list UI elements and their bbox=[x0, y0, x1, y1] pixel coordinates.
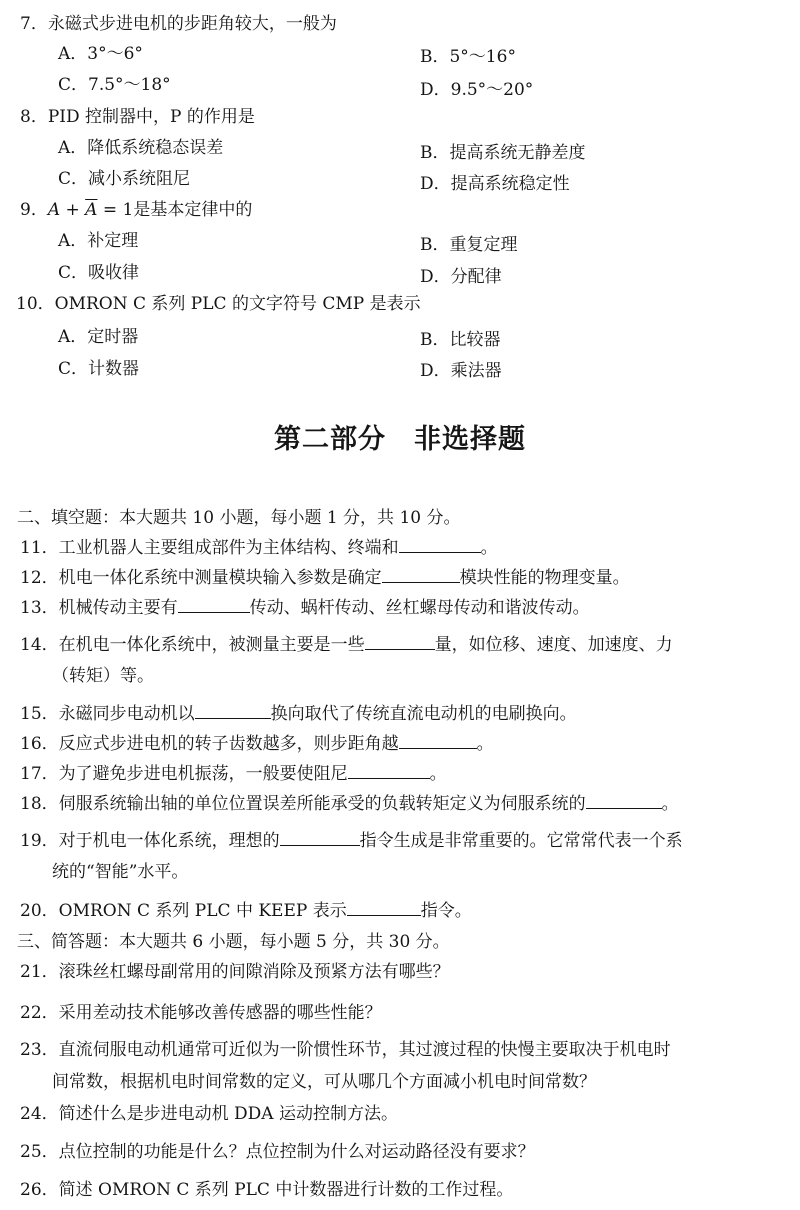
q10-option-a: A．定时器 bbox=[58, 327, 139, 347]
q17-end: 。 bbox=[429, 764, 447, 784]
q17-text: 17．为了避免步进电机振荡，一般要使阻尼 bbox=[20, 764, 348, 784]
q11-blank bbox=[399, 537, 481, 553]
q12 bbox=[20, 567, 630, 588]
q9-var-a-bar: $\overline{A}$ bbox=[85, 200, 98, 220]
q9-text: 是基本定律中的 bbox=[133, 200, 253, 220]
q17-blank bbox=[348, 763, 430, 779]
q14-blank bbox=[365, 634, 435, 650]
q14-text: 14．在机电一体化系统中，被测量主要是一些 bbox=[20, 635, 365, 655]
q15-end: 换向取代了传统直流电动机的电刷换向。 bbox=[270, 704, 577, 724]
q16-end: 。 bbox=[476, 734, 494, 754]
q9-number: 9． bbox=[20, 200, 48, 220]
q14 bbox=[20, 634, 673, 655]
q18-text: 18．伺服系统输出轴的单位位置误差所能承受的负载转矩定义为伺服系统的 bbox=[20, 794, 586, 814]
q9-option-c: C．吸收律 bbox=[58, 263, 140, 283]
q7-option-c: C．7.5°～18° bbox=[58, 75, 171, 95]
q19-text: 19．对于机电一体化系统，理想的 bbox=[20, 831, 280, 851]
q13-end: 传动、蜗杆传动、丝杠螺母传动和谐波传动。 bbox=[249, 598, 590, 618]
q8-option-d: D．提高系统稳定性 bbox=[420, 174, 570, 194]
q18-blank bbox=[586, 793, 662, 809]
q13-blank bbox=[178, 597, 250, 613]
q16-blank bbox=[399, 733, 477, 749]
q15-text: 15．永磁同步电动机以 bbox=[20, 704, 195, 724]
q24: 24．简述什么是步进电动机 DDA 运动控制方法。 bbox=[20, 1104, 398, 1124]
q9-stem bbox=[20, 200, 252, 220]
part2-title: 第二部分 非选择题 bbox=[274, 424, 526, 455]
q26: 26．简述 OMRON C 系列 PLC 中计数器进行计数的工作过程。 bbox=[20, 1180, 514, 1200]
q12-text: 12．机电一体化系统中测量模块输入参数是确定 bbox=[20, 568, 382, 588]
q16 bbox=[20, 733, 494, 754]
q7-option-a: A．3°～6° bbox=[58, 44, 143, 64]
q20-end: 指令。 bbox=[420, 901, 472, 921]
q19-blank bbox=[280, 830, 360, 846]
q14-end: 量，如位移、速度、加速度、力 bbox=[434, 635, 673, 655]
q20-blank bbox=[347, 900, 421, 916]
q8-option-a: A．降低系统稳态误差 bbox=[58, 138, 224, 158]
q25: 25．点位控制的功能是什么？点位控制为什么对运动路径没有要求？ bbox=[20, 1142, 535, 1162]
q12-blank bbox=[382, 567, 460, 583]
q7-option-b: B．5°～16° bbox=[420, 47, 516, 67]
q19-continuation: 统的“智能”水平。 bbox=[52, 862, 189, 882]
q9-option-b: B．重复定理 bbox=[420, 235, 518, 255]
q9-option-a: A．补定理 bbox=[58, 231, 139, 251]
q9-equals: = 1 bbox=[97, 200, 134, 220]
q18-end: 。 bbox=[661, 794, 679, 814]
fill-section-header: 二、填空题：本大题共 10 小题，每小题 1 分，共 10 分。 bbox=[17, 508, 461, 528]
q13 bbox=[20, 597, 590, 618]
q10-option-d: D．乘法器 bbox=[420, 361, 502, 381]
q9-option-d: D．分配律 bbox=[420, 267, 502, 287]
q19 bbox=[20, 830, 683, 851]
q12-end: 模块性能的物理变量。 bbox=[459, 568, 630, 588]
short-section-header: 三、简答题：本大题共 6 小题，每小题 5 分，共 30 分。 bbox=[17, 932, 450, 952]
q11 bbox=[20, 537, 498, 558]
q15-blank bbox=[195, 703, 271, 719]
q23-continuation: 间常数，根据机电时间常数的定义，可从哪几个方面减小机电时间常数？ bbox=[52, 1072, 596, 1092]
q8-stem: 8．PID 控制器中，P 的作用是 bbox=[20, 107, 255, 127]
q7-stem: 7．永磁式步进电机的步距角较大，一般为 bbox=[20, 14, 337, 34]
q15 bbox=[20, 703, 577, 724]
q20 bbox=[20, 900, 472, 921]
q19-end: 指令生成是非常重要的。它常常代表一个系 bbox=[359, 831, 683, 851]
q7-option-d: D．9.5°～20° bbox=[420, 80, 534, 100]
q10-option-c: C．计数器 bbox=[58, 359, 140, 379]
q17 bbox=[20, 763, 447, 784]
q20-text: 20．OMRON C 系列 PLC 中 KEEP 表示 bbox=[20, 901, 347, 921]
q8-option-c: C．减小系统阻尼 bbox=[58, 169, 191, 189]
q10-option-b: B．比较器 bbox=[420, 330, 501, 350]
q9-plus: + bbox=[60, 200, 86, 220]
q16-text: 16．反应式步进电机的转子齿数越多，则步距角越 bbox=[20, 734, 399, 754]
q10-stem: 10．OMRON C 系列 PLC 的文字符号 CMP 是表示 bbox=[16, 294, 421, 314]
q23: 23．直流伺服电动机通常可近似为一阶惯性环节，其过渡过程的快慢主要取决于机电时 bbox=[20, 1040, 671, 1060]
q14-continuation: （转矩）等。 bbox=[52, 666, 154, 686]
q22: 22．采用差动技术能够改善传感器的哪些性能？ bbox=[20, 1003, 382, 1023]
q11-text: 11．工业机器人主要组成部件为主体结构、终端和 bbox=[20, 538, 399, 558]
q18 bbox=[20, 793, 679, 814]
q11-end: 。 bbox=[480, 538, 498, 558]
q13-text: 13．机械传动主要有 bbox=[20, 598, 178, 618]
q8-option-b: B．提高系统无静差度 bbox=[420, 143, 586, 163]
q9-var-a: A bbox=[47, 200, 61, 220]
q21: 21．滚珠丝杠螺母副常用的间隙消除及预紧方法有哪些？ bbox=[20, 962, 450, 982]
